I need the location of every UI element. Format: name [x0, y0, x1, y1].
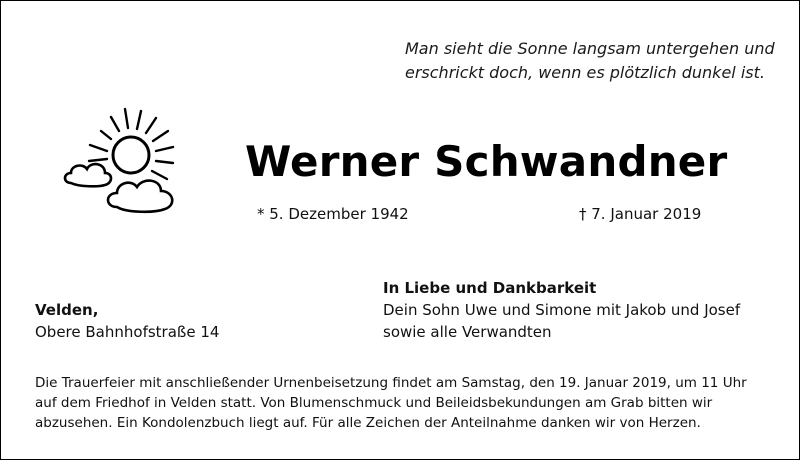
address-street: Obere Bahnhofstraße 14	[35, 323, 220, 341]
deceased-name: Werner Schwandner	[245, 137, 728, 186]
epitaph-quote	[405, 37, 785, 85]
funeral-line: auf dem Friedhof in Velden statt. Von Blumenschmuck und Beileidsbekundungen am Grab bitten wir	[35, 395, 713, 411]
address-town: Velden,	[35, 301, 99, 319]
quote-line: Man sieht die Sonne langsam untergehen und	[405, 39, 775, 58]
mourners-block	[383, 277, 783, 343]
address-block	[35, 299, 219, 343]
funeral-notice-text	[35, 373, 775, 433]
sun-with-clouds-icon	[59, 101, 185, 225]
funeral-line: Die Trauerfeier mit anschließender Urnenbeisetzung findet am Samstag, den 19. Januar 2019, um 11 Uhr	[35, 375, 747, 391]
funeral-line: abzusehen. Ein Kondolenzbuch liegt auf. Für alle Zeichen der Anteilnahme danken wir von Herzen.	[35, 415, 701, 431]
quote-line: erschrickt doch, wenn es plötzlich dunkel ist.	[405, 63, 765, 82]
mourners-line: Dein Sohn Uwe und Simone mit Jakob und Josef	[383, 301, 741, 319]
mourners-heading: In Liebe und Dankbarkeit	[383, 279, 597, 297]
birth-date: * 5. Dezember 1942	[257, 205, 409, 223]
death-date: † 7. Januar 2019	[579, 205, 702, 223]
mourners-line: sowie alle Verwandten	[383, 323, 552, 341]
